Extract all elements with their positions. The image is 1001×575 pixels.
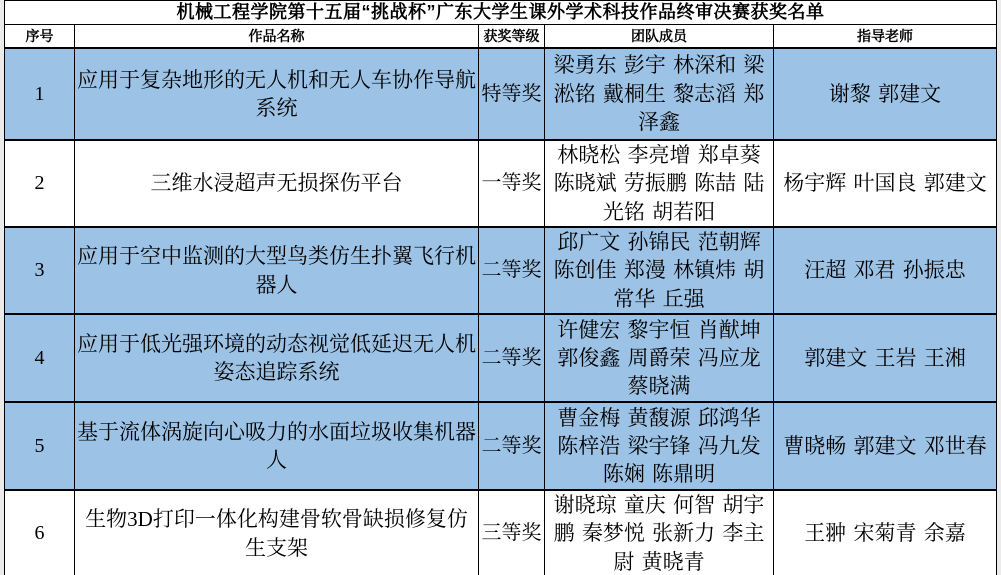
team-members-cell: 谢晓琼 童庆 何智 胡宇鹏 秦梦悦 张新力 李主尉 黄晓青 (545, 490, 774, 575)
seq-cell: 6 (5, 490, 75, 575)
seq-cell: 5 (5, 402, 75, 490)
seq-cell: 1 (5, 48, 75, 140)
project-title-cell: 基于流体涡旋向心吸力的水面垃圾收集机器人 (75, 402, 479, 490)
award-table (4, 0, 997, 575)
advisors-cell: 曹晓畅 郭建文 邓世春 (774, 402, 997, 490)
advisors-cell: 郭建文 王岩 王湘 (774, 314, 997, 402)
column-header-team: 团队成员 (545, 25, 774, 49)
team-members-cell: 梁勇东 彭宇 林深和 梁淞铭 戴桐生 黎志滔 郑泽鑫 (545, 48, 774, 140)
seq-cell: 4 (5, 314, 75, 402)
column-header-advisor: 指导老师 (774, 25, 997, 49)
column-header-seq: 序号 (5, 25, 75, 49)
award-level-cell: 三等奖 (479, 490, 545, 575)
seq-cell: 3 (5, 227, 75, 314)
project-title-cell: 三维水浸超声无损探伤平台 (75, 140, 479, 227)
project-title-cell: 生物3D打印一体化构建骨软骨缺损修复仿生支架 (75, 490, 479, 575)
table-row (5, 227, 997, 314)
table-row (5, 490, 997, 575)
table-row (5, 314, 997, 402)
seq-cell: 2 (5, 140, 75, 227)
column-header-work: 作品名称 (75, 25, 479, 49)
award-level-cell: 二等奖 (479, 227, 545, 314)
column-header-award: 获奖等级 (479, 25, 545, 49)
table-header-row (5, 25, 997, 49)
award-level-cell: 特等奖 (479, 48, 545, 140)
table-row (5, 48, 997, 140)
project-title-cell: 应用于空中监测的大型鸟类仿生扑翼飞行机器人 (75, 227, 479, 314)
team-members-cell: 曹金梅 黄馥源 邱鸿华 陈梓浩 梁宇锋 冯九发 陈娴 陈鼎明 (545, 402, 774, 490)
team-members-cell: 林晓松 李亮增 郑卓葵 陈晓斌 劳振鹏 陈喆 陆光铭 胡若阳 (545, 140, 774, 227)
advisors-cell: 谢黎 郭建文 (774, 48, 997, 140)
award-level-cell: 二等奖 (479, 402, 545, 490)
table-row (5, 402, 997, 490)
project-title-cell: 应用于复杂地形的无人机和无人车协作导航系统 (75, 48, 479, 140)
project-title-cell: 应用于低光强环境的动态视觉低延迟无人机姿态追踪系统 (75, 314, 479, 402)
team-members-cell: 邱广文 孙锦民 范朝辉 陈创佳 郑漫 林镇炜 胡常华 丘强 (545, 227, 774, 314)
table-title-row (5, 1, 997, 25)
advisors-cell: 汪超 邓君 孙振忠 (774, 227, 997, 314)
advisors-cell: 王翀 宋菊青 余嘉 (774, 490, 997, 575)
award-level-cell: 二等奖 (479, 314, 545, 402)
table-row (5, 140, 997, 227)
advisors-cell: 杨宇辉 叶国良 郭建文 (774, 140, 997, 227)
table-title: 机械工程学院第十五届“挑战杯”广东大学生课外学术科技作品终审决赛获奖名单 (5, 1, 997, 25)
team-members-cell: 许健宏 黎宇恒 肖猷坤 郭俊鑫 周爵荣 冯应龙 蔡晓满 (545, 314, 774, 402)
award-level-cell: 一等奖 (479, 140, 545, 227)
